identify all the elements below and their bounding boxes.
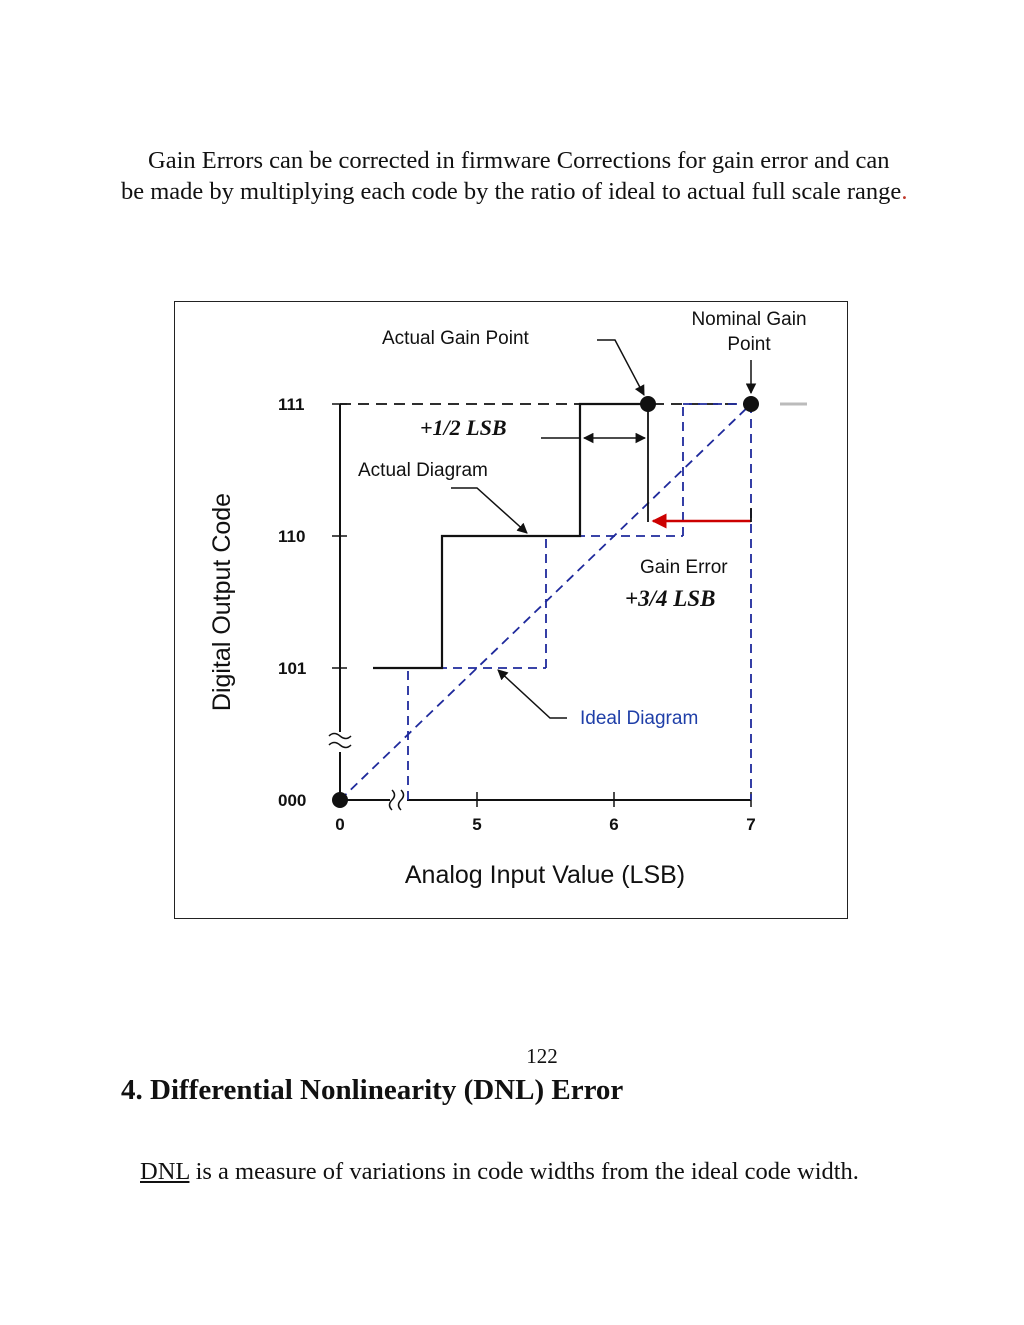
y-tick-101: 101 [278,659,307,678]
gain-error-label: Gain Error [640,557,728,578]
x-tick-5: 5 [472,815,482,834]
ideal-diagram-leader [498,670,567,718]
intro-paragraph [121,145,911,207]
dnl-definition: is a measure of variations in code widths from the ideal code width. [189,1157,859,1185]
half-lsb-label: +1/2 LSB [420,415,507,440]
y-tick-111: 111 [278,395,305,414]
gain-error-figure [174,301,848,919]
y-axis-title: Digital Output Code [208,492,236,712]
actual-gain-point-label: Actual Gain Point [382,328,529,349]
actual-diagram-leader [451,488,527,533]
gain-error-diagram [175,302,849,920]
x-tick-6: 6 [609,815,619,834]
x-axis-break [390,790,404,810]
x-axis-title: Analog Input Value (LSB) [404,861,686,889]
nominal-gain-label-line1: Nominal Gain [691,309,807,330]
x-tick-7: 7 [746,815,756,834]
intro-text: Gain Errors can be corrected in firmware Corrections for gain error and can be made by multiplying each code by the ratio of ideal to actual full scale range [121,146,902,205]
nominal-gain-point [743,396,759,412]
y-axis-break [329,734,351,748]
section-heading: 4. Differential Nonlinearity (DNL) Error [121,1074,624,1106]
three-quarter-lsb-label: +3/4 LSB [625,586,716,611]
origin-point [332,792,348,808]
x-tick-0: 0 [335,815,345,834]
actual-diagram-label: Actual Diagram [358,460,488,481]
y-tick-000: 000 [278,791,307,810]
actual-gain-point [640,396,656,412]
dnl-paragraph [121,1156,911,1187]
dnl-term: DNL [140,1157,190,1185]
y-tick-110: 110 [278,527,306,546]
nominal-gain-label-line2: Point [727,334,771,355]
ideal-diagram-label: Ideal Diagram [580,708,699,729]
actual-gain-point-leader [597,340,644,395]
intro-end-mark: . [901,177,908,205]
page-number: 122 [526,1044,558,1068]
